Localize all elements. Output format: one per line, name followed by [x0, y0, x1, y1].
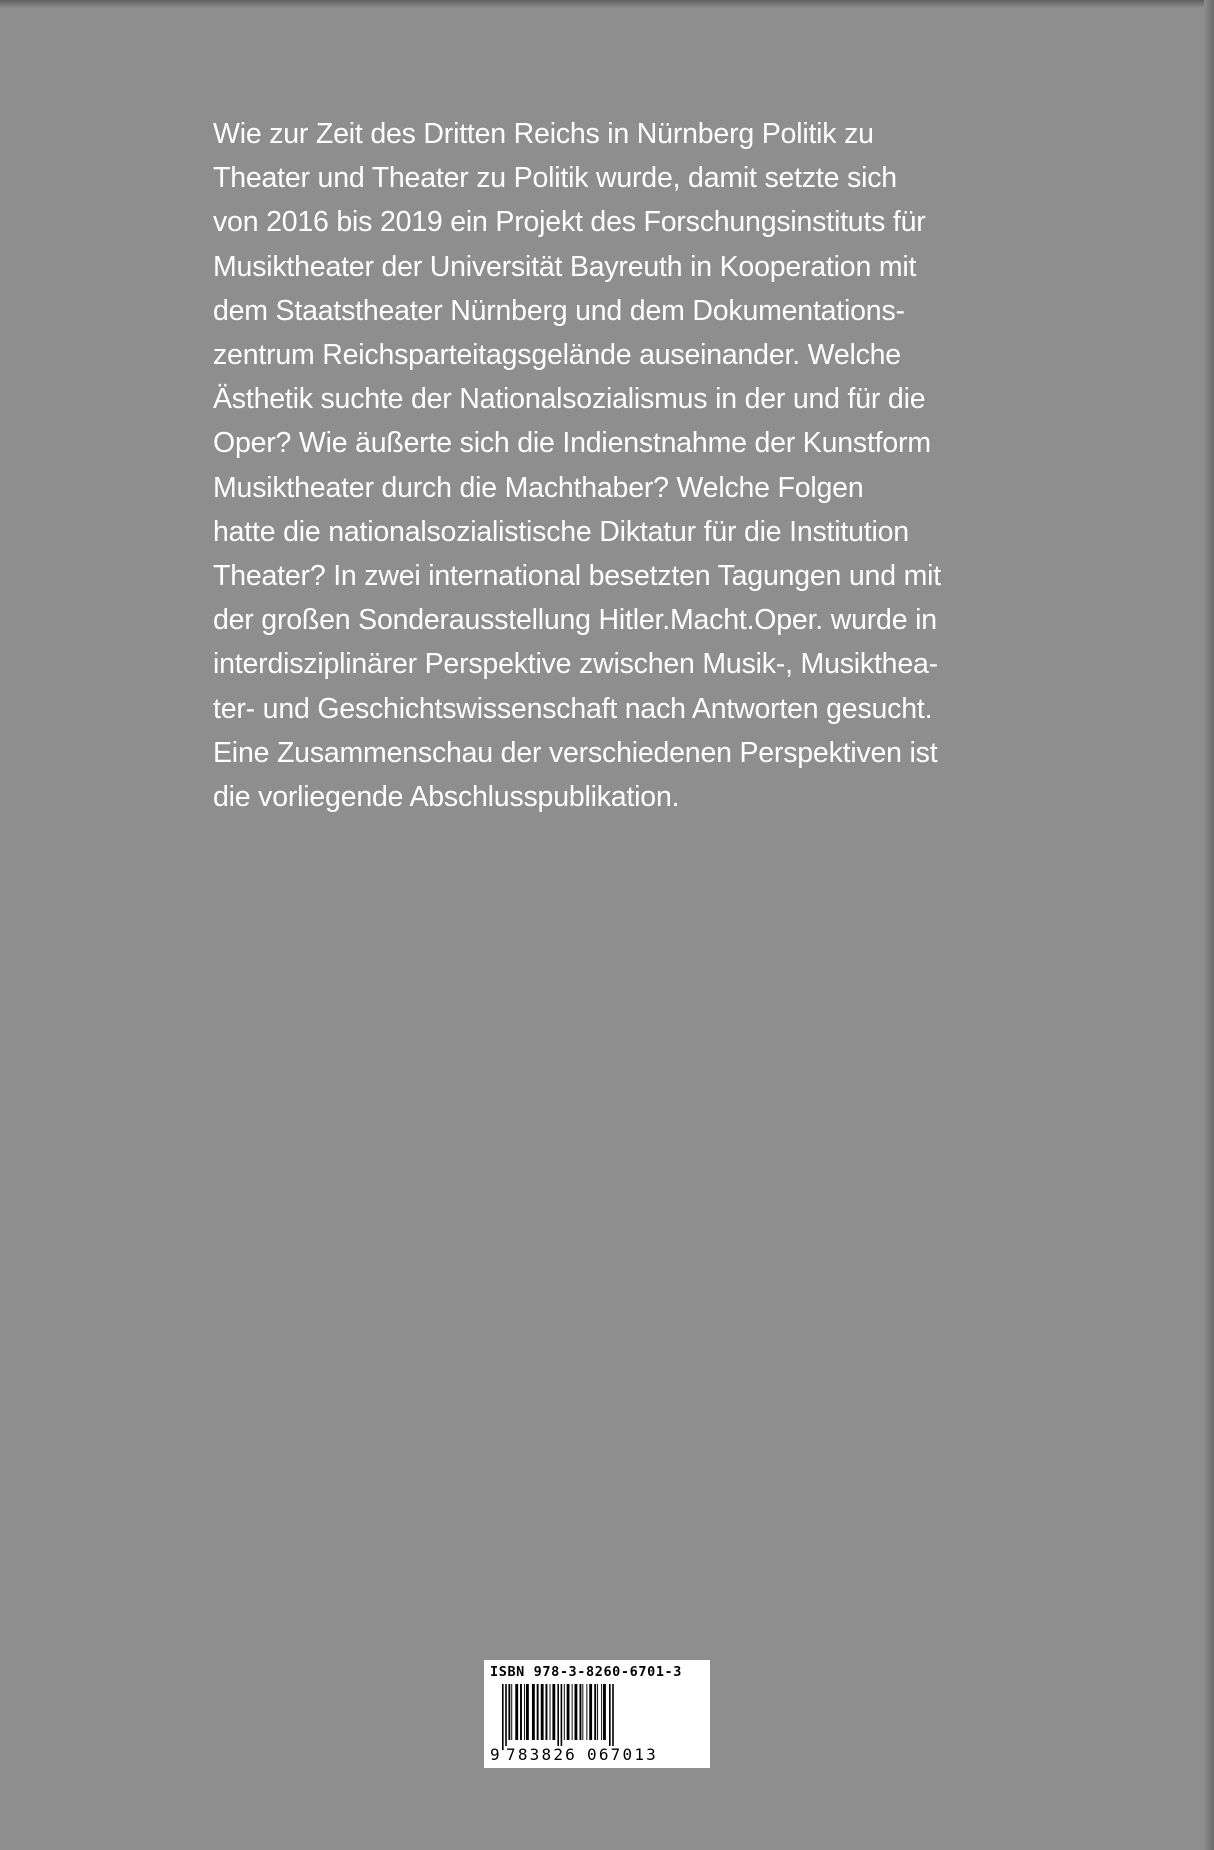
- barcode-bar: [580, 1684, 582, 1740]
- barcode-bar: [601, 1684, 602, 1740]
- barcode-bars: [490, 1684, 704, 1754]
- barcode-bar: [520, 1684, 522, 1740]
- barcode-guard-bar: [609, 1684, 611, 1750]
- barcode-bar: [597, 1684, 598, 1740]
- barcode-guard-bar: [502, 1684, 504, 1750]
- barcode-bar: [575, 1684, 578, 1740]
- barcode-bar: [515, 1684, 518, 1740]
- barcode-bar: [603, 1684, 606, 1740]
- barcode-guard-bar: [561, 1684, 563, 1750]
- barcode-bar: [546, 1684, 548, 1740]
- barcode-bar: [537, 1684, 539, 1740]
- barcode-bar: [589, 1684, 592, 1740]
- barcode-digit-group-1: 783826: [506, 1745, 577, 1764]
- barcode-digit-group-2: 067013: [587, 1745, 658, 1764]
- barcode-bar: [550, 1684, 551, 1740]
- barcode-bar: [526, 1684, 529, 1740]
- barcode-guard-bar: [505, 1684, 507, 1750]
- barcode-bar: [541, 1684, 544, 1740]
- barcode-bar: [508, 1684, 510, 1740]
- barcode-bar: [567, 1684, 570, 1740]
- blurb-text-block: [213, 112, 987, 819]
- barcode-bar: [511, 1684, 512, 1740]
- barcode-digits: [490, 1746, 704, 1764]
- barcode-bar: [532, 1684, 535, 1740]
- barcode-guard-bar: [557, 1684, 559, 1750]
- barcode-bar: [524, 1684, 525, 1740]
- isbn-barcode: [484, 1660, 710, 1768]
- isbn-label: ISBN 978-3-8260-6701-3: [490, 1664, 683, 1680]
- blurb-paragraph: Wie zur Zeit des Dritten Reichs in Nürnberg Politik zu Theater und Theater zu Politik wurde, damit setzte sich von 2016 bis 2019 ein Projekt des Forschungsinstituts für Musiktheater der Universität Bayreuth in Kooperation mit dem Staatstheater Nürnberg und dem Dokumentations- zentrum Reichsparteitagsgelände auseinander. Welche Ästhetik suchte der Nationalsozialismus in der und für die Oper? Wie äußerte sich die Indienstnahme der Kunstform Musiktheater durch die Machthaber? Welche Folgen hatte die nationalsozialistische Diktatur für die Institution Theater? In zwei international besetzten Tagungen und mit der großen Sonderausstellung Hitler.Macht.Oper. wurde in interdisziplinärer Perspektive zwischen Musik-, Musikthea- ter- und Geschichtswissenschaft nach Antworten gesucht. Eine Zusammenschau der verschiedenen Perspektiven ist die vorliegende Abschlusspublikation.: [213, 118, 941, 814]
- barcode-digit-lead: 9: [490, 1745, 500, 1764]
- barcode-bar: [552, 1684, 555, 1740]
- barcode-guard-bar: [612, 1684, 614, 1750]
- cover-top-edge: [0, 0, 1214, 8]
- barcode-bar: [582, 1684, 583, 1740]
- barcode-bar: [572, 1684, 573, 1740]
- barcode-bar: [594, 1684, 596, 1740]
- barcode-bar: [564, 1684, 565, 1740]
- barcode-bars-graphic: [490, 1684, 704, 1754]
- cover-right-edge: [1204, 0, 1214, 1850]
- barcode-bar: [586, 1684, 587, 1740]
